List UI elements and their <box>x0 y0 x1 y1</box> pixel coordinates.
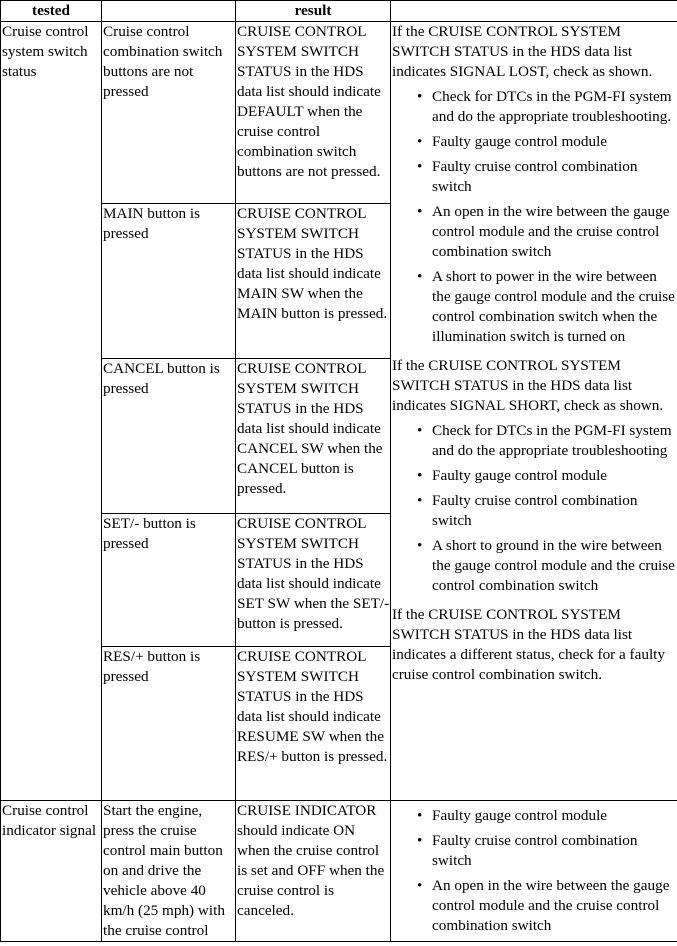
signal-short-check-list <box>392 421 675 596</box>
expected-result: CRUISE CONTROL SYSTEM SWITCH STATUS in the HDS data list should indicate SET SW when the SET/- button is pressed. <box>236 514 391 647</box>
indicator-check-list <box>392 806 675 936</box>
signal-short-intro: If the CRUISE CONTROL SYSTEM SWITCH STATUS in the HDS data list indicates SIGNAL SHORT, check as shown. <box>392 357 664 414</box>
header-check <box>391 1 677 22</box>
signal-lost-check-list <box>392 87 675 347</box>
expected-result: CRUISE CONTROL SYSTEM SWITCH STATUS in the HDS data list should indicate MAIN SW when the MAIN button is pressed. <box>236 204 391 359</box>
header-tested: tested <box>1 1 102 22</box>
list-item: • Check for DTCs in the PGM-FI system and do the appropriate troubleshooting. <box>432 87 675 127</box>
list-item: • Faulty cruise control combination switch <box>432 491 675 531</box>
list-item: • Faulty gauge control module <box>432 466 675 486</box>
test-condition: MAIN button is pressed <box>102 204 236 359</box>
list-item: • Faulty gauge control module <box>432 132 675 152</box>
test-condition: CANCEL button is pressed <box>102 359 236 514</box>
test-condition: SET/- button is pressed <box>102 514 236 647</box>
tested-item-indicator: Cruise control indicator signal <box>1 801 102 942</box>
check-procedure-switch <box>391 22 677 801</box>
list-item: • Faulty cruise control combination switch <box>432 157 675 197</box>
signal-lost-intro: If the CRUISE CONTROL SYSTEM SWITCH STATUS in the HDS data list indicates SIGNAL LOST, check as shown. <box>392 23 653 80</box>
header-result: result <box>236 1 391 22</box>
list-item: • A short to power in the wire between the gauge control module and the cruise control combination switch when the illumination switch is turned on <box>432 267 675 347</box>
header-row <box>1 1 677 22</box>
table-row <box>1 22 677 204</box>
list-item: • An open in the wire between the gauge control module and the cruise control combination switch <box>432 202 675 262</box>
table-row <box>1 801 677 942</box>
test-condition: RES/+ button is pressed <box>102 647 236 801</box>
list-item: • Faulty cruise control combination switch <box>432 831 675 871</box>
expected-result: CRUISE CONTROL SYSTEM SWITCH STATUS in the HDS data list should indicate RESUME SW when the RES/+ button is pressed. <box>236 647 391 801</box>
list-item: • Faulty gauge control module <box>432 806 675 826</box>
expected-result: CRUISE CONTROL SYSTEM SWITCH STATUS in the HDS data list should indicate DEFAULT when the cruise control combination switch buttons are not pressed. <box>236 22 391 204</box>
header-condition <box>102 1 236 22</box>
list-item: • An open in the wire between the gauge control module and the cruise control combination switch <box>432 876 675 936</box>
expected-result: CRUISE CONTROL SYSTEM SWITCH STATUS in the HDS data list should indicate CANCEL SW when the CANCEL button is pressed. <box>236 359 391 514</box>
test-condition: Start the engine, press the cruise control main button on and drive the vehicle above 40 km/h (25 mph) with the cruise control <box>102 801 236 942</box>
expected-result: CRUISE INDICATOR should indicate ON when the cruise control is set and OFF when the cruise control is canceled. <box>236 801 391 942</box>
list-item: • A short to ground in the wire between the gauge control module and the cruise control combination switch <box>432 536 675 596</box>
different-status-text: If the CRUISE CONTROL SYSTEM SWITCH STATUS in the HDS data list indicates a different status, check for a faulty cruise control combination switch. <box>392 606 665 683</box>
test-condition: Cruise control combination switch buttons are not pressed <box>102 22 236 204</box>
tested-item-switch-status: Cruise control system switch status <box>1 22 102 801</box>
list-item: • Check for DTCs in the PGM-FI system and do the appropriate troubleshooting <box>432 421 675 461</box>
check-procedure-indicator <box>391 801 677 942</box>
